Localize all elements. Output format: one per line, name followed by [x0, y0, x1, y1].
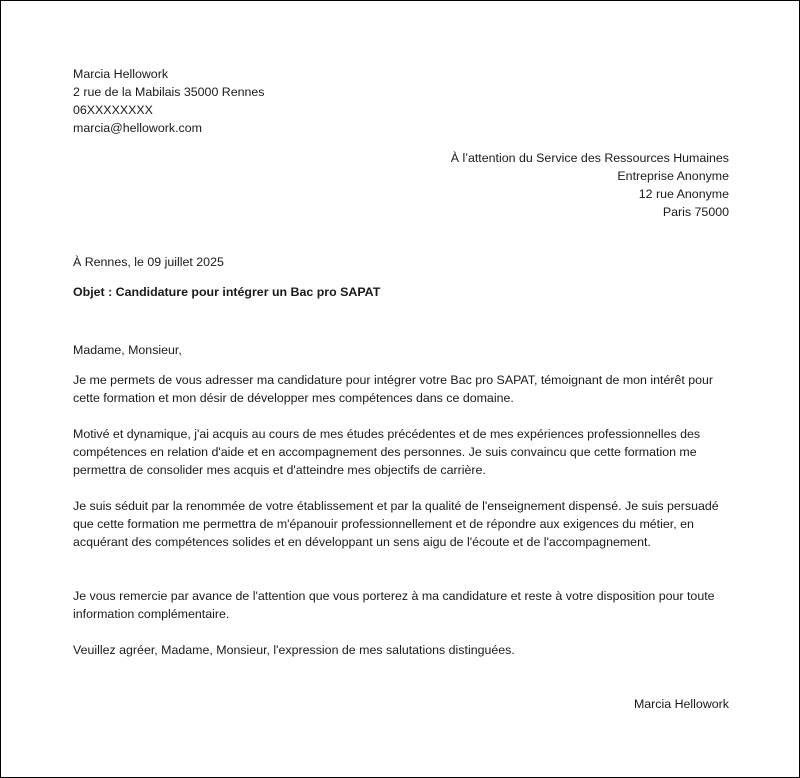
recipient-block — [73, 149, 729, 221]
date-line — [73, 253, 729, 271]
body-paragraph-1 — [73, 371, 729, 407]
paragraph-text: Motivé et dynamique, j'ai acquis au cours de mes études précédentes et de mes expériences professionnelles des compétences en relation d'aide et en accompagnement des personnes. Je suis convaincu que cette formation me permettra de consolider mes acquis et d'atteindre mes objectifs de carrière. — [73, 427, 701, 477]
recipient-attention: À l’attention du Service des Ressources Humaines — [450, 151, 729, 165]
recipient-company: Entreprise Anonyme — [617, 169, 729, 183]
closing-paragraph — [73, 641, 729, 659]
paragraph-text: Je vous remercie par avance de l'attention que vous porterez à ma candidature et reste à votre disposition pour toute information complémentaire. — [73, 589, 715, 621]
body-paragraph-3 — [73, 497, 729, 551]
recipient-city: Paris 75000 — [662, 205, 729, 219]
body-paragraph-2 — [73, 425, 729, 479]
sender-address: 2 rue de la Mabilais 35000 Rennes — [73, 85, 265, 99]
paragraph-text: Je suis séduit par la renommée de votre établissement et par la qualité de l'enseignement dispensé. Je suis persuadé que cette formation me permettra de m'épanouir professionnellement et de répondre aux exigences du métier, en acquérant des compétences solides et en développant un sens aigu de l'écoute et de l'accompagnement. — [73, 499, 719, 549]
sender-block — [73, 65, 729, 137]
signature-name: Marcia Hellowork — [633, 697, 729, 711]
subject-line — [73, 283, 729, 301]
sender-email: marcia@hellowork.com — [73, 121, 202, 135]
date-text: À Rennes, le 09 juillet 2025 — [73, 255, 224, 269]
salutation — [73, 341, 729, 359]
body-paragraph-4 — [73, 587, 729, 623]
salutation-text: Madame, Monsieur, — [73, 343, 182, 357]
signature-block — [73, 695, 729, 713]
sender-phone: 06XXXXXXXX — [73, 103, 153, 117]
recipient-street: 12 rue Anonyme — [638, 187, 729, 201]
subject-text: Objet : Candidature pour intégrer un Bac pro SAPAT — [73, 285, 381, 299]
sender-name: Marcia Hellowork — [73, 67, 169, 81]
paragraph-text: Veuillez agréer, Madame, Monsieur, l'expression de mes salutations distinguées. — [73, 643, 515, 657]
paragraph-text: Je me permets de vous adresser ma candidature pour intégrer votre Bac pro SAPAT, témoignant de mon intérêt pour cette formation et mon désir de développer mes compétences dans ce domaine. — [73, 373, 714, 405]
